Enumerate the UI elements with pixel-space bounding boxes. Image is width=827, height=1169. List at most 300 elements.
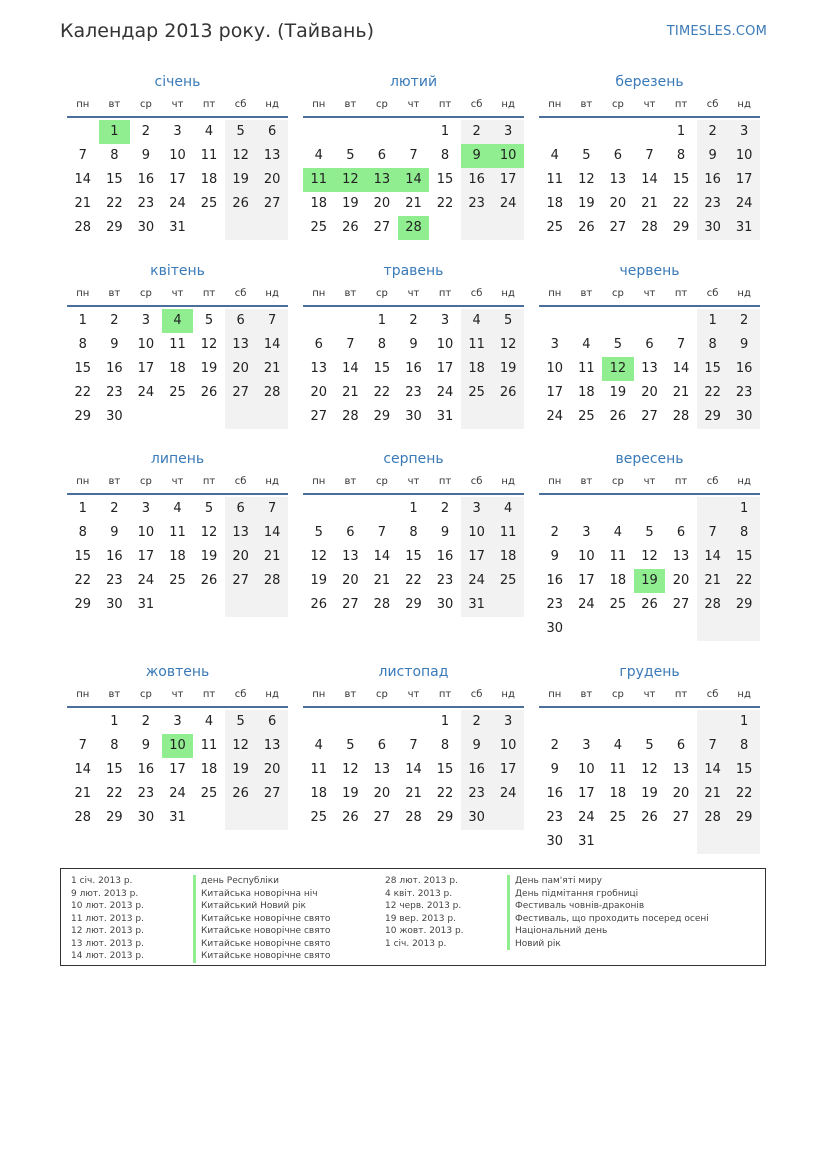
weekday-label: вт bbox=[108, 99, 121, 110]
day-cell: 3 bbox=[492, 120, 524, 144]
month-name: січень bbox=[154, 74, 201, 90]
day-cell: 26 bbox=[225, 782, 257, 806]
day-cell: 16 bbox=[461, 758, 493, 782]
weekday-label: ср bbox=[139, 99, 152, 110]
day-cell: 13 bbox=[342, 549, 359, 564]
day-cell: 2 bbox=[141, 714, 151, 729]
day-cell: 27 bbox=[256, 782, 288, 806]
weekday-label: вт bbox=[344, 476, 357, 487]
day-cell: 30 bbox=[728, 405, 760, 429]
day-cell: 2 bbox=[697, 120, 729, 144]
legend-holiday-name: Фестиваль, що проходить посеред осені bbox=[507, 913, 709, 926]
day-cell: 11 bbox=[200, 148, 218, 163]
day-cell: 4 bbox=[173, 501, 182, 516]
day-cell: 2 bbox=[141, 124, 151, 139]
day-cell: 28 bbox=[672, 409, 690, 424]
day-cell: 29 bbox=[106, 810, 123, 825]
day-cell: 20 bbox=[256, 758, 288, 782]
empty-cell bbox=[162, 593, 194, 617]
day-cell: 22 bbox=[74, 573, 92, 588]
day-cell: 27 bbox=[609, 220, 627, 235]
day-cell: 27 bbox=[310, 409, 328, 424]
weekday-label: пт bbox=[674, 689, 688, 700]
day-cell: 10 bbox=[137, 525, 155, 540]
day-cell: 17 bbox=[169, 762, 186, 777]
weekday-header bbox=[539, 471, 760, 495]
weekday-label: ср bbox=[611, 476, 624, 487]
day-cell: 3 bbox=[461, 497, 493, 521]
day-cell: 11 bbox=[609, 762, 627, 777]
day-cell: 30 bbox=[137, 220, 155, 235]
empty-cell bbox=[225, 405, 257, 429]
empty-cell bbox=[571, 710, 603, 734]
day-cell: 8 bbox=[728, 734, 760, 758]
day-cell: 8 bbox=[78, 337, 87, 352]
day-cell: 13 bbox=[609, 172, 627, 187]
day-cell: 29 bbox=[728, 593, 760, 617]
empty-cell bbox=[602, 710, 634, 734]
weekday-header bbox=[303, 471, 524, 495]
empty-cell bbox=[193, 806, 225, 830]
day-cell: 29 bbox=[74, 409, 92, 424]
day-cell: 19 bbox=[634, 569, 666, 593]
day-cell: 6 bbox=[256, 710, 288, 734]
legend-date: 14 лют. 2013 р. bbox=[71, 951, 144, 961]
weekday-label: пт bbox=[438, 476, 452, 487]
empty-cell bbox=[193, 216, 225, 240]
legend-holiday-name: День підмітання гробниці bbox=[507, 888, 709, 901]
empty-cell bbox=[697, 497, 729, 521]
day-cell: 2 bbox=[110, 313, 119, 328]
day-cell: 19 bbox=[200, 549, 218, 564]
day-cell: 3 bbox=[173, 124, 182, 139]
legend-date: 9 лют. 2013 р. bbox=[71, 888, 139, 899]
day-cell: 23 bbox=[461, 782, 493, 806]
legend-right-dates bbox=[385, 875, 464, 950]
weekday-label: пн bbox=[312, 476, 326, 487]
empty-cell bbox=[602, 497, 634, 521]
empty-cell bbox=[225, 216, 257, 240]
day-cell: 14 bbox=[641, 172, 658, 187]
weekday-label: сб bbox=[706, 689, 719, 700]
day-cell: 28 bbox=[405, 810, 422, 825]
day-cell: 22 bbox=[436, 196, 454, 211]
day-cell: 17 bbox=[137, 361, 155, 376]
day-cell: 21 bbox=[373, 573, 391, 588]
day-cell: 9 bbox=[728, 333, 760, 357]
legend-right-names bbox=[507, 875, 709, 950]
day-cell: 24 bbox=[578, 597, 595, 612]
day-cell: 23 bbox=[405, 385, 422, 400]
day-cell: 27 bbox=[373, 220, 391, 235]
day-cell: 11 bbox=[200, 738, 218, 753]
day-cell: 3 bbox=[728, 120, 760, 144]
empty-cell bbox=[256, 593, 288, 617]
empty-cell bbox=[665, 617, 697, 641]
day-grid bbox=[539, 309, 760, 429]
legend-date: 12 лют. 2013 р. bbox=[71, 926, 144, 936]
day-cell: 14 bbox=[373, 549, 391, 564]
day-cell: 30 bbox=[106, 409, 123, 424]
day-cell: 14 bbox=[672, 361, 690, 376]
day-cell: 18 bbox=[578, 385, 595, 400]
day-cell: 9 bbox=[141, 738, 151, 753]
day-cell: 12 bbox=[310, 549, 328, 564]
day-cell: 30 bbox=[106, 597, 123, 612]
day-cell: 4 bbox=[613, 738, 623, 753]
weekday-label: сб bbox=[706, 99, 719, 110]
day-cell: 8 bbox=[676, 148, 686, 163]
day-cell: 15 bbox=[728, 545, 760, 569]
brand-link[interactable]: TIMESLES.COM bbox=[666, 24, 767, 39]
weekday-label: пн bbox=[548, 288, 562, 299]
day-cell: 25 bbox=[546, 220, 564, 235]
empty-cell bbox=[602, 830, 634, 854]
day-cell: 23 bbox=[461, 192, 493, 216]
day-cell: 22 bbox=[106, 786, 123, 801]
day-cell: 13 bbox=[672, 762, 690, 777]
day-cell: 26 bbox=[310, 597, 328, 612]
weekday-label: ср bbox=[375, 99, 388, 110]
empty-cell bbox=[539, 710, 571, 734]
weekday-label: пн bbox=[548, 99, 562, 110]
day-cell: 5 bbox=[204, 313, 214, 328]
day-cell: 17 bbox=[436, 361, 454, 376]
month-2 bbox=[303, 70, 524, 240]
month-name: квітень bbox=[150, 263, 205, 279]
day-cell: 3 bbox=[582, 525, 591, 540]
day-cell: 10 bbox=[162, 734, 194, 758]
day-cell: 22 bbox=[405, 573, 422, 588]
day-cell: 30 bbox=[405, 409, 422, 424]
day-cell: 1 bbox=[440, 714, 450, 729]
day-cell: 5 bbox=[582, 148, 591, 163]
legend-date: 13 лют. 2013 р. bbox=[71, 938, 144, 949]
day-cell: 26 bbox=[200, 573, 218, 588]
day-cell: 14 bbox=[74, 762, 92, 777]
empty-cell bbox=[303, 710, 335, 734]
day-cell: 7 bbox=[256, 497, 288, 521]
day-cell: 14 bbox=[697, 758, 729, 782]
day-cell: 4 bbox=[162, 309, 194, 333]
legend-date: 10 лют. 2013 р. bbox=[71, 901, 144, 911]
weekday-label: нд bbox=[265, 99, 279, 110]
weekday-label: вт bbox=[108, 689, 121, 700]
legend-holiday-name: Китайське новорічне свято bbox=[193, 938, 330, 951]
day-cell: 6 bbox=[676, 525, 686, 540]
day-cell: 17 bbox=[492, 758, 524, 782]
weekday-header bbox=[303, 94, 524, 118]
legend-holiday-name: Китайське новорічне свято bbox=[193, 913, 330, 926]
day-cell: 14 bbox=[342, 361, 359, 376]
day-cell: 12 bbox=[225, 144, 257, 168]
day-cell: 25 bbox=[461, 381, 493, 405]
day-cell: 20 bbox=[225, 357, 257, 381]
legend-holiday-name: Національний день bbox=[507, 925, 709, 938]
empty-cell bbox=[225, 806, 257, 830]
day-cell: 24 bbox=[578, 810, 595, 825]
day-cell: 2 bbox=[409, 313, 418, 328]
day-cell: 21 bbox=[74, 196, 92, 211]
weekday-header bbox=[539, 283, 760, 307]
legend-holiday-name: Китайське новорічне свято bbox=[193, 950, 330, 963]
weekday-label: сб bbox=[234, 476, 247, 487]
day-cell: 29 bbox=[728, 806, 760, 830]
day-cell: 14 bbox=[74, 172, 92, 187]
day-cell: 7 bbox=[78, 738, 87, 753]
weekday-label: нд bbox=[265, 288, 279, 299]
day-cell: 12 bbox=[225, 734, 257, 758]
empty-cell bbox=[492, 806, 524, 830]
weekday-label: чт bbox=[643, 689, 656, 700]
empty-cell bbox=[634, 497, 666, 521]
weekday-label: нд bbox=[501, 476, 515, 487]
day-cell: 11 bbox=[546, 172, 564, 187]
day-cell: 18 bbox=[200, 762, 218, 777]
day-cell: 25 bbox=[578, 409, 595, 424]
day-cell: 22 bbox=[728, 569, 760, 593]
day-cell: 3 bbox=[440, 313, 450, 328]
day-cell: 28 bbox=[697, 593, 729, 617]
day-cell: 13 bbox=[256, 144, 288, 168]
day-cell: 19 bbox=[342, 196, 359, 211]
weekday-label: чт bbox=[407, 288, 420, 299]
weekday-label: пн bbox=[548, 689, 562, 700]
day-cell: 4 bbox=[550, 148, 559, 163]
day-cell: 16 bbox=[106, 549, 123, 564]
weekday-label: вт bbox=[108, 288, 121, 299]
weekday-label: нд bbox=[501, 689, 515, 700]
legend-holiday-name: Фестиваль човнів-драконів bbox=[507, 900, 709, 913]
weekday-label: сб bbox=[706, 476, 719, 487]
day-cell: 6 bbox=[225, 497, 257, 521]
day-cell: 6 bbox=[676, 738, 686, 753]
empty-cell bbox=[665, 497, 697, 521]
day-cell: 15 bbox=[405, 549, 422, 564]
day-cell: 1 bbox=[728, 710, 760, 734]
day-cell: 2 bbox=[461, 710, 493, 734]
day-cell: 24 bbox=[461, 569, 493, 593]
legend-holiday-name: Китайський Новий рік bbox=[193, 900, 330, 913]
day-cell: 13 bbox=[373, 762, 391, 777]
weekday-label: сб bbox=[470, 99, 483, 110]
day-cell: 8 bbox=[377, 337, 387, 352]
empty-cell bbox=[571, 120, 603, 144]
day-cell: 21 bbox=[256, 357, 288, 381]
day-cell: 9 bbox=[461, 144, 493, 168]
day-grid bbox=[303, 120, 524, 240]
day-cell: 23 bbox=[697, 192, 729, 216]
day-cell: 5 bbox=[613, 337, 623, 352]
weekday-label: сб bbox=[470, 689, 483, 700]
day-cell: 4 bbox=[204, 124, 214, 139]
weekday-label: пт bbox=[438, 99, 452, 110]
empty-cell bbox=[728, 830, 760, 854]
empty-cell bbox=[303, 120, 335, 144]
day-cell: 11 bbox=[169, 337, 186, 352]
day-cell: 7 bbox=[645, 148, 654, 163]
empty-cell bbox=[539, 497, 571, 521]
legend-date: 11 лют. 2013 р. bbox=[71, 913, 144, 924]
empty-cell bbox=[571, 617, 603, 641]
empty-cell bbox=[256, 216, 288, 240]
month-10 bbox=[67, 660, 288, 830]
day-cell: 22 bbox=[436, 786, 454, 801]
day-cell: 25 bbox=[310, 810, 328, 825]
day-cell: 14 bbox=[256, 521, 288, 545]
day-cell: 5 bbox=[492, 309, 524, 333]
weekday-label: вт bbox=[580, 99, 593, 110]
day-cell: 27 bbox=[641, 409, 658, 424]
day-cell: 21 bbox=[342, 385, 359, 400]
day-cell: 31 bbox=[137, 597, 155, 612]
day-cell: 15 bbox=[106, 762, 123, 777]
month-name: грудень bbox=[619, 664, 680, 680]
day-cell: 26 bbox=[225, 192, 257, 216]
month-7 bbox=[67, 447, 288, 617]
day-cell: 31 bbox=[436, 409, 454, 424]
day-cell: 6 bbox=[377, 738, 387, 753]
day-cell: 16 bbox=[106, 361, 123, 376]
weekday-label: пт bbox=[438, 689, 452, 700]
day-cell: 31 bbox=[169, 810, 186, 825]
legend-holiday-name: Китайське новорічне свято bbox=[193, 925, 330, 938]
day-cell: 5 bbox=[645, 525, 654, 540]
day-cell: 14 bbox=[398, 168, 430, 192]
day-cell: 3 bbox=[492, 710, 524, 734]
day-cell: 20 bbox=[256, 168, 288, 192]
month-3 bbox=[539, 70, 760, 240]
day-cell: 20 bbox=[373, 786, 391, 801]
day-cell: 20 bbox=[310, 385, 328, 400]
day-cell: 6 bbox=[225, 309, 257, 333]
day-cell: 5 bbox=[225, 710, 257, 734]
empty-cell bbox=[571, 309, 603, 333]
day-cell: 23 bbox=[546, 810, 564, 825]
day-cell: 29 bbox=[74, 597, 92, 612]
legend-date: 12 черв. 2013 р. bbox=[385, 901, 462, 911]
day-cell: 11 bbox=[169, 525, 186, 540]
weekday-label: вт bbox=[108, 476, 121, 487]
day-grid bbox=[303, 309, 524, 429]
day-cell: 26 bbox=[342, 220, 359, 235]
day-cell: 22 bbox=[728, 782, 760, 806]
day-cell: 19 bbox=[225, 168, 257, 192]
weekday-label: пн bbox=[548, 476, 562, 487]
day-cell: 10 bbox=[461, 521, 493, 545]
day-cell: 9 bbox=[550, 549, 559, 564]
day-cell: 4 bbox=[314, 148, 323, 163]
day-cell: 7 bbox=[409, 148, 418, 163]
legend-date: 1 січ. 2013 р. bbox=[71, 876, 133, 886]
day-cell: 25 bbox=[200, 786, 218, 801]
day-grid bbox=[67, 309, 288, 429]
day-cell: 22 bbox=[74, 385, 92, 400]
day-cell: 8 bbox=[409, 525, 418, 540]
weekday-label: пт bbox=[202, 476, 216, 487]
weekday-label: чт bbox=[643, 288, 656, 299]
month-4 bbox=[67, 259, 288, 429]
weekday-label: нд bbox=[737, 476, 751, 487]
day-cell: 2 bbox=[440, 501, 450, 516]
day-cell: 9 bbox=[110, 337, 119, 352]
day-cell: 2 bbox=[110, 501, 119, 516]
day-cell: 30 bbox=[697, 216, 729, 240]
day-cell: 20 bbox=[373, 196, 391, 211]
day-cell: 4 bbox=[461, 309, 493, 333]
day-cell: 24 bbox=[492, 782, 524, 806]
day-cell: 5 bbox=[346, 148, 355, 163]
holiday-legend bbox=[60, 868, 766, 966]
weekday-label: вт bbox=[580, 689, 593, 700]
day-grid bbox=[539, 710, 760, 854]
weekday-label: сб bbox=[234, 99, 247, 110]
day-cell: 26 bbox=[492, 381, 524, 405]
day-cell: 28 bbox=[398, 216, 430, 240]
day-cell: 22 bbox=[373, 385, 391, 400]
day-cell: 21 bbox=[256, 545, 288, 569]
day-cell: 18 bbox=[461, 357, 493, 381]
day-cell: 6 bbox=[377, 148, 387, 163]
day-cell: 21 bbox=[697, 569, 729, 593]
day-cell: 24 bbox=[436, 385, 454, 400]
day-cell: 16 bbox=[137, 172, 155, 187]
day-grid bbox=[67, 120, 288, 240]
day-cell: 9 bbox=[440, 525, 450, 540]
day-cell: 23 bbox=[106, 573, 123, 588]
day-cell: 28 bbox=[256, 381, 288, 405]
day-cell: 19 bbox=[200, 361, 218, 376]
empty-cell bbox=[634, 120, 666, 144]
weekday-label: нд bbox=[501, 99, 515, 110]
weekday-label: пт bbox=[202, 288, 216, 299]
month-name: липень bbox=[150, 451, 205, 467]
day-cell: 11 bbox=[578, 361, 595, 376]
day-cell: 8 bbox=[697, 333, 729, 357]
day-cell: 29 bbox=[405, 597, 422, 612]
weekday-label: сб bbox=[470, 288, 483, 299]
legend-left-dates bbox=[71, 875, 144, 963]
day-cell: 2 bbox=[550, 738, 559, 753]
day-cell: 13 bbox=[366, 168, 398, 192]
day-cell: 11 bbox=[310, 762, 328, 777]
month-name: жовтень bbox=[145, 664, 210, 680]
day-cell: 25 bbox=[169, 573, 186, 588]
day-cell: 10 bbox=[492, 144, 524, 168]
day-cell: 5 bbox=[314, 525, 323, 540]
day-cell: 10 bbox=[492, 734, 524, 758]
day-cell: 31 bbox=[728, 216, 760, 240]
day-cell: 1 bbox=[676, 124, 686, 139]
day-cell: 8 bbox=[728, 521, 760, 545]
day-cell: 19 bbox=[578, 196, 595, 211]
legend-holiday-name: день Республіки bbox=[193, 875, 330, 888]
empty-cell bbox=[602, 120, 634, 144]
weekday-label: чт bbox=[643, 476, 656, 487]
day-cell: 25 bbox=[169, 385, 186, 400]
weekday-header bbox=[67, 471, 288, 495]
legend-holiday-name: День пам'яті миру bbox=[507, 875, 709, 888]
empty-cell bbox=[398, 120, 430, 144]
day-cell: 7 bbox=[697, 521, 729, 545]
day-cell: 10 bbox=[578, 762, 595, 777]
day-cell: 24 bbox=[169, 196, 186, 211]
weekday-label: ср bbox=[611, 99, 624, 110]
weekday-label: вт bbox=[580, 476, 593, 487]
day-cell: 19 bbox=[641, 786, 658, 801]
weekday-label: ср bbox=[139, 689, 152, 700]
day-cell: 15 bbox=[728, 758, 760, 782]
